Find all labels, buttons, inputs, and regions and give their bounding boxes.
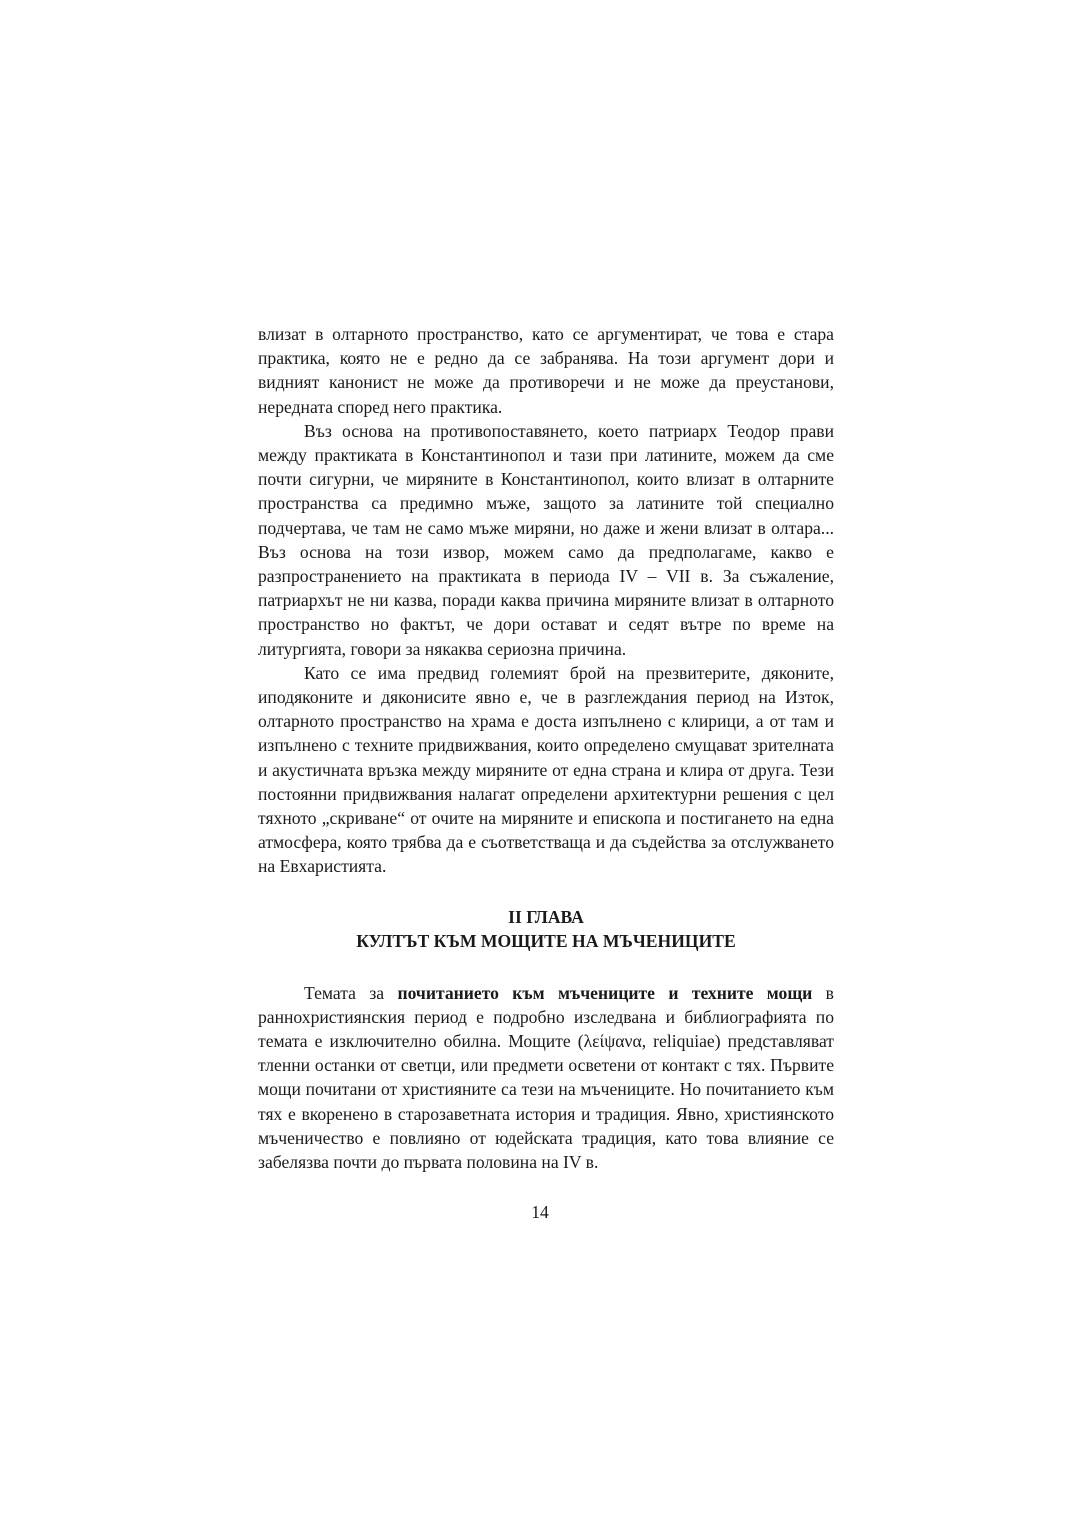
chapter-number: II ГЛАВА	[508, 906, 584, 927]
paragraph-clergy-movements: Като се има предвид големият брой на презвитерите, дяконите, иподяконите и дяконисите явно е, че в разглеждания период на Изток, олтарното пространство на храма е доста изпълнено с клирици, а от там и изпълнено с техните придвижвания, които определено смущават зрителната и акустичната връзка между миряните от една страна и клира от друга. Тези постоянни придвижвания налагат определени архитектурни решения с цел тяхното „скриване“ от очите на миряните и епископа и постигането на една атмосфера, която трябва да е съответстваща и да съдейства за отслужването на Евхаристията.	[258, 662, 834, 877]
relics-intro-body: в раннохристиянския период е подробно изследвана и библиографията по темата е изключително обилна. Мощите (λείψανα, reliquiae) представляват тленни останки от светци, или предмети осветени от контакт с тях. Първите мощи почитани от християните са тези на мъчениците. Но почитанието към тях е вкоренено в старозаветната история и традиция. Явно, християнското мъченичество е повлияно от юдейската традиция, като това влияние се забелязва почти до първата половина на IV в.	[258, 982, 834, 1173]
chapter-heading	[258, 905, 834, 954]
chapter-title: КУЛТЪТ КЪМ МОЩИТЕ НА МЪЧЕНИЦИТЕ	[356, 931, 736, 952]
relics-intro-emphasis: почитанието към мъчениците и техните мощи	[397, 982, 813, 1003]
page-body	[258, 322, 834, 1174]
page-number: 14	[531, 1202, 549, 1222]
paragraph-relics-intro	[258, 981, 834, 1175]
paragraph-patriarch-theodore: Въз основа на противопоставянето, което патриарх Теодор прави между практиката в Константинопол и тази при латините, можем да сме почти сигурни, че миряните в Константинопол, които влизат в олтарните пространства са предимно мъже, защото за латините той специално подчертава, че там не само мъже миряни, но даже и жени влизат в олтара... Въз основа на този извор, можем само да предполагаме, какво е разпространението на практиката в периода IV – VII в. За съжаление, патриархът не ни казва, поради каква причина миряните влизат в олтарното пространство но фактът, че дори остават и седят вътре по време на литургията, говори за някаква сериозна причина.	[258, 420, 834, 659]
paragraph-continuation: влизат в олтарното пространство, като се аргументират, че това е стара практика, която не е редно да се забранява. На този аргумент дори и видният канонист не може да противоречи и не може да преустанови, нередната според него практика.	[258, 324, 834, 417]
relics-intro-lead: Темата за	[304, 982, 398, 1003]
